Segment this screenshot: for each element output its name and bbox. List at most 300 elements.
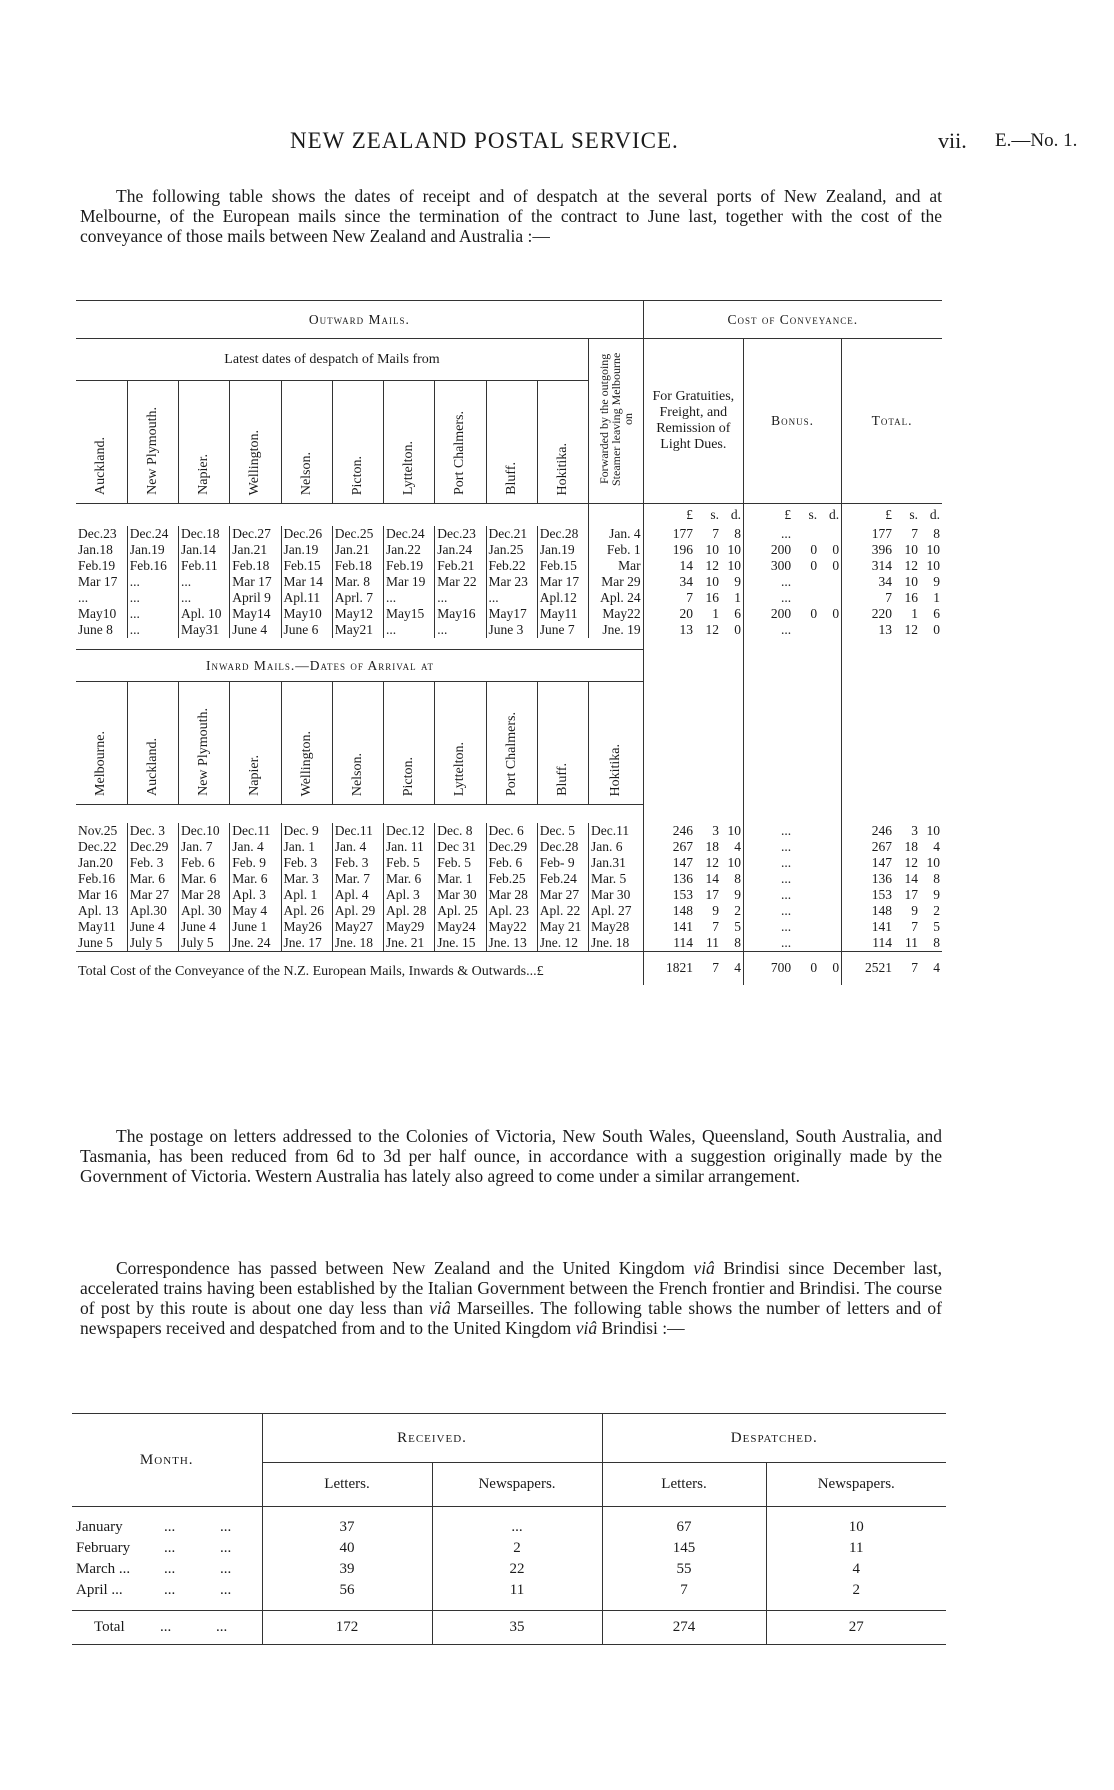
grat-cell-part: 13 bbox=[679, 621, 693, 637]
total-cell-part: 147 bbox=[871, 854, 892, 870]
outward-cell: Jan.19 bbox=[281, 542, 332, 558]
inward-cell: Jne. 18 bbox=[332, 935, 383, 952]
total-cell-part: 9 bbox=[911, 902, 918, 918]
grat-cell bbox=[643, 919, 743, 935]
inward-cell: Jne. 15 bbox=[435, 935, 486, 952]
total-cell-part: 9 bbox=[933, 886, 940, 902]
inward-cell: Apl. 22 bbox=[537, 903, 588, 919]
latest-dates-header: Latest dates of despatch of Mails from bbox=[76, 339, 589, 381]
inward-col-header bbox=[537, 682, 588, 805]
bonus-header-text: Bonus. bbox=[771, 413, 814, 428]
count-cell: 35 bbox=[432, 1611, 602, 1645]
inward-cell: Apl. 23 bbox=[486, 903, 537, 919]
total-cell bbox=[842, 606, 942, 622]
outward-cell: Feb.11 bbox=[179, 558, 230, 574]
grand-total-grat bbox=[643, 951, 743, 985]
grat-cell-part: 18 bbox=[705, 838, 719, 854]
outward-cell: Apl. 24 bbox=[589, 590, 644, 606]
outward-row bbox=[76, 590, 942, 606]
grand-total-label: Total Cost of the Conveyance of the N.Z. European Mails, Inwards & Outwards...£ bbox=[76, 951, 643, 985]
inward-row bbox=[76, 935, 942, 952]
grand-total-grat-part: 7 bbox=[712, 960, 719, 976]
total-cell-part: 10 bbox=[926, 854, 940, 870]
inward-cell: Apl. 27 bbox=[589, 903, 644, 919]
inward-cell: Feb. 3 bbox=[332, 855, 383, 871]
grat-cell bbox=[643, 590, 743, 606]
grat-cell-part: 136 bbox=[672, 870, 693, 886]
outward-row bbox=[76, 558, 942, 574]
total-header bbox=[842, 339, 942, 504]
grat-cell-part: 10 bbox=[727, 822, 741, 838]
count-cell: 27 bbox=[766, 1611, 946, 1645]
total-cell-part: 8 bbox=[933, 934, 940, 950]
outward-cell: Mar 19 bbox=[384, 574, 435, 590]
inward-cell: Feb.16 bbox=[78, 870, 116, 886]
inward-cell: Jan. 4 bbox=[230, 839, 281, 855]
despatched-newspapers-header: Newspapers. bbox=[766, 1463, 946, 1507]
outward-cell: Jan.21 bbox=[230, 542, 281, 558]
outward-cell: Apl.12 bbox=[537, 590, 588, 606]
count-cell: ... bbox=[432, 1517, 602, 1538]
grat-cell-part: 196 bbox=[672, 541, 693, 557]
lsd-header-bonus-part: d. bbox=[829, 506, 840, 522]
spacer-cost bbox=[643, 638, 743, 650]
inward-cell: Apl. 28 bbox=[384, 903, 435, 919]
grat-cell-part: 153 bbox=[672, 886, 693, 902]
month-dots: ... bbox=[164, 1560, 176, 1577]
inward-cell: Apl. 25 bbox=[435, 903, 486, 919]
inward-cell: May29 bbox=[384, 919, 435, 935]
outward-col-header bbox=[127, 381, 178, 504]
inward-row bbox=[76, 887, 942, 903]
outward-col-header bbox=[384, 381, 435, 504]
spacer-cost bbox=[842, 805, 942, 823]
inward-cell: Apl. 30 bbox=[179, 903, 230, 919]
inward-cell: May27 bbox=[332, 919, 383, 935]
total-cell bbox=[842, 526, 942, 542]
inward-cell: July 5 bbox=[179, 935, 230, 952]
grand-total-grat-part: 1821 bbox=[665, 960, 693, 976]
received-header: Received. bbox=[262, 1414, 602, 1463]
inward-row bbox=[76, 855, 942, 871]
month-dots: ... bbox=[220, 1560, 232, 1577]
grat-cell-part: 5 bbox=[734, 918, 741, 934]
bonus-cell-part: ... bbox=[781, 918, 792, 934]
despatched-letters-header: Letters. bbox=[602, 1463, 766, 1507]
inward-cell: Jan. 1 bbox=[281, 839, 332, 855]
total-cell bbox=[842, 839, 942, 855]
grat-cell bbox=[643, 887, 743, 903]
total-cell-part: 8 bbox=[933, 525, 940, 541]
total-cell bbox=[842, 590, 942, 606]
grat-cell-part: 7 bbox=[686, 589, 693, 605]
month-dots: ... bbox=[216, 1619, 228, 1635]
inward-cell: Dec.11 bbox=[589, 823, 644, 839]
outward-cell: Aprl. 7 bbox=[332, 590, 383, 606]
inward-cell: Mar 28 bbox=[486, 887, 537, 903]
outward-cell: Mar 17 bbox=[537, 574, 588, 590]
outward-cell: Dec.27 bbox=[230, 526, 281, 542]
outward-col-header-text: Picton. bbox=[349, 455, 365, 495]
outward-cell: May10 bbox=[78, 605, 117, 621]
grat-cell bbox=[643, 622, 743, 638]
inward-cell: Mar 30 bbox=[589, 887, 644, 903]
month-name: Total bbox=[94, 1619, 125, 1635]
outward-cell: Feb.16 bbox=[127, 558, 178, 574]
bonus-cell bbox=[743, 558, 841, 574]
postage-paragraph: The postage on letters addressed to the Colonies of Victoria, New South Wales, Queensland, South Australia, and Tasmania, has been reduced from 6d to 3d per half ounce, in accordance with a suggestion originally made by the Government of Victoria. Western Australia has lately also agreed to come under a similar arrangement. bbox=[80, 1126, 942, 1186]
count-cell: 56 bbox=[262, 1580, 432, 1601]
outward-cell: Jan.18 bbox=[78, 541, 113, 557]
outward-cell: Feb. 1 bbox=[589, 542, 644, 558]
inward-col-header bbox=[281, 682, 332, 805]
bonus-cell-part: 0 bbox=[810, 557, 818, 573]
inward-cell: Mar 27 bbox=[127, 887, 178, 903]
inward-col-header-text: New Plymouth. bbox=[196, 708, 212, 796]
spacer bbox=[72, 1507, 262, 1517]
total-cell-part: 13 bbox=[878, 621, 892, 637]
inward-cell: May11 bbox=[78, 918, 116, 934]
outward-cell: June 8 bbox=[78, 621, 113, 637]
total-row bbox=[72, 1611, 946, 1645]
bonus-cell-part: 300 bbox=[770, 557, 792, 573]
inward-cell: Apl. 4 bbox=[332, 887, 383, 903]
outward-row bbox=[76, 542, 942, 558]
grat-cell bbox=[643, 935, 743, 952]
bonus-cell bbox=[743, 590, 841, 606]
bonus-cell bbox=[743, 887, 841, 903]
intro-paragraph: The following table shows the dates of receipt and of despatch at the several ports of New Zealand, and at Melbourne, of the European mails since the termination of the contract to June last, together with the cost of the conveyance of those mails between New Zealand and Australia :— bbox=[80, 186, 942, 246]
month-cell bbox=[72, 1559, 262, 1580]
inward-cell: Jan. 6 bbox=[589, 839, 644, 855]
gratuities-header: For Gratuities, Freight, and Remission of Light Dues. bbox=[643, 339, 743, 504]
inward-col-header bbox=[435, 682, 486, 805]
inward-cell: Dec. 3 bbox=[127, 823, 178, 839]
count-cell: 22 bbox=[432, 1559, 602, 1580]
bonus-cell bbox=[743, 622, 841, 638]
outward-cell: Jan.19 bbox=[537, 542, 588, 558]
count-cell: 4 bbox=[766, 1559, 946, 1580]
total-cell-part: 11 bbox=[905, 934, 918, 950]
total-cell-part: 34 bbox=[878, 573, 892, 589]
total-cell-part: 16 bbox=[904, 589, 918, 605]
inward-cell: Jan. 7 bbox=[179, 839, 230, 855]
outward-col-header bbox=[332, 381, 383, 504]
total-cell bbox=[842, 855, 942, 871]
month-dots: ... bbox=[164, 1518, 176, 1535]
month-dots: ... bbox=[160, 1619, 172, 1635]
grat-cell-part: 11 bbox=[705, 934, 719, 950]
grat-cell-part: 148 bbox=[672, 902, 693, 918]
cost-title-text: Cost of Conveyance. bbox=[727, 311, 859, 327]
total-cell-part: 8 bbox=[933, 870, 940, 886]
total-cell-part: 267 bbox=[871, 838, 892, 854]
inward-cell: Jan. 11 bbox=[384, 839, 435, 855]
inward-cell: Feb. 5 bbox=[384, 855, 435, 871]
outward-col-header-text: Auckland. bbox=[93, 437, 109, 495]
outward-col-header-text: New Plymouth. bbox=[144, 407, 160, 495]
inward-cell: Jne. 21 bbox=[384, 935, 435, 952]
bonus-cell bbox=[743, 574, 841, 590]
inward-cell: June 4 bbox=[179, 919, 230, 935]
inward-cell: Mar. 6 bbox=[127, 871, 178, 887]
total-cell bbox=[842, 903, 942, 919]
count-cell: 7 bbox=[602, 1580, 766, 1601]
month-cell bbox=[72, 1538, 262, 1559]
forwarded-header-text: Forwarded by the outgoing Steamer leaving Melbourne on bbox=[596, 352, 635, 486]
outward-cell: June 6 bbox=[281, 622, 332, 638]
total-cell bbox=[842, 935, 942, 952]
total-cell-part: 10 bbox=[904, 573, 918, 589]
inward-cell: Mar. 1 bbox=[435, 871, 486, 887]
inward-cell: Dec. 6 bbox=[486, 823, 537, 839]
total-cell-part: 4 bbox=[933, 838, 940, 854]
bonus-cell-part: ... bbox=[781, 525, 792, 541]
grat-cell-part: 7 bbox=[712, 918, 719, 934]
bonus-header bbox=[743, 339, 841, 504]
total-cell-part: 18 bbox=[904, 838, 918, 854]
outward-row bbox=[76, 622, 942, 638]
inward-row bbox=[76, 839, 942, 855]
total-cell-part: 1 bbox=[911, 605, 918, 621]
grat-cell-part: 10 bbox=[705, 573, 719, 589]
inward-cell: June 4 bbox=[127, 919, 178, 935]
inward-cell: Dec 31 bbox=[435, 839, 486, 855]
spacer-cost bbox=[743, 805, 841, 823]
bonus-cell bbox=[743, 903, 841, 919]
total-cell bbox=[842, 823, 942, 839]
inward-cell: Jne. 24 bbox=[230, 935, 281, 952]
month-name: March ... bbox=[76, 1560, 131, 1577]
inward-cell: Jan. 4 bbox=[332, 839, 383, 855]
total-cell-part: 153 bbox=[871, 886, 892, 902]
total-cell-part: 396 bbox=[871, 541, 892, 557]
bonus-cell-part: 0 bbox=[832, 605, 840, 621]
total-cell-part: 14 bbox=[904, 870, 918, 886]
inward-cell: June 1 bbox=[230, 919, 281, 935]
outward-cell: Mar 17 bbox=[230, 574, 281, 590]
inward-cell: Dec. 5 bbox=[537, 823, 588, 839]
outward-cell: June 3 bbox=[486, 622, 537, 638]
inward-col-header-text: Napier. bbox=[247, 755, 263, 796]
month-row bbox=[72, 1538, 946, 1559]
inward-col-header bbox=[384, 682, 435, 805]
inward-cell: Jne. 12 bbox=[537, 935, 588, 952]
inward-col-header-text: Hokitika. bbox=[607, 743, 623, 796]
inward-cell: Feb.24 bbox=[537, 871, 588, 887]
outward-cell: Jan.24 bbox=[435, 542, 486, 558]
spacer-cost bbox=[743, 650, 841, 682]
total-cell-part: 7 bbox=[911, 918, 918, 934]
outward-cell: Mar 17 bbox=[78, 573, 118, 589]
spacer-cost bbox=[643, 650, 743, 682]
outward-cell: Mar 14 bbox=[281, 574, 332, 590]
outward-cell: Dec.24 bbox=[127, 526, 178, 542]
outward-cell: ... bbox=[127, 574, 178, 590]
bonus-cell-part: ... bbox=[781, 934, 792, 950]
total-cell bbox=[842, 919, 942, 935]
outward-cell: ... bbox=[127, 606, 178, 622]
bonus-cell bbox=[743, 839, 841, 855]
bonus-cell-part: 200 bbox=[770, 541, 792, 557]
inward-col-header-text: Melbourne. bbox=[93, 731, 109, 796]
grat-cell-part: 8 bbox=[734, 525, 741, 541]
inward-cell: Mar 16 bbox=[78, 886, 118, 902]
outward-cell: Feb.19 bbox=[78, 557, 116, 573]
grand-total-total-part: 7 bbox=[911, 960, 918, 976]
month-dots: ... bbox=[220, 1581, 232, 1598]
lsd-header-grat bbox=[643, 504, 743, 526]
total-cell-part: 10 bbox=[926, 557, 940, 573]
lsd-spacer-fwd bbox=[589, 504, 644, 526]
grand-total-grat-part: 4 bbox=[734, 960, 741, 976]
inward-cell: Jne. 18 bbox=[589, 935, 644, 952]
lsd-header-total bbox=[842, 504, 942, 526]
bonus-cell-part: ... bbox=[781, 822, 792, 838]
inward-cell: Dec. 8 bbox=[435, 823, 486, 839]
outward-cell: June 4 bbox=[230, 622, 281, 638]
grat-cell-part: 4 bbox=[734, 838, 741, 854]
count-cell: 10 bbox=[766, 1517, 946, 1538]
grat-cell-part: 177 bbox=[672, 525, 693, 541]
total-cell-part: 7 bbox=[911, 525, 918, 541]
inward-cell: Apl.30 bbox=[127, 903, 178, 919]
outward-cell: May17 bbox=[486, 606, 537, 622]
outward-cell: Apl. 10 bbox=[179, 606, 230, 622]
despatched-header: Despatched. bbox=[602, 1414, 946, 1463]
received-newspapers-header: Newspapers. bbox=[432, 1463, 602, 1507]
outward-cell: Dec.21 bbox=[486, 526, 537, 542]
bonus-cell bbox=[743, 935, 841, 952]
total-cell-part: 177 bbox=[871, 525, 892, 541]
total-cell-part: 10 bbox=[926, 541, 940, 557]
inward-row bbox=[76, 903, 942, 919]
bonus-cell bbox=[743, 919, 841, 935]
bonus-cell bbox=[743, 526, 841, 542]
outward-cell: May16 bbox=[435, 606, 486, 622]
inward-col-header-text: Port Chalmers. bbox=[503, 712, 519, 796]
month-dots: ... bbox=[220, 1539, 232, 1556]
total-cell-part: 12 bbox=[904, 621, 918, 637]
forwarded-header bbox=[589, 339, 644, 504]
grat-cell-part: 10 bbox=[705, 541, 719, 557]
bonus-cell-part: ... bbox=[781, 573, 792, 589]
grat-cell-part: 3 bbox=[712, 822, 719, 838]
outward-cell: Feb.18 bbox=[230, 558, 281, 574]
spacer bbox=[72, 1601, 262, 1611]
count-cell: 67 bbox=[602, 1517, 766, 1538]
inward-cell: Feb- 9 bbox=[537, 855, 588, 871]
total-cell-part: 5 bbox=[933, 918, 940, 934]
inward-row bbox=[76, 871, 942, 887]
outward-col-header-text: Napier. bbox=[196, 454, 212, 495]
inward-cell: May 21 bbox=[537, 919, 588, 935]
total-cell-part: 10 bbox=[904, 541, 918, 557]
bonus-cell-part: 0 bbox=[832, 541, 840, 557]
inward-cell: Dec. 9 bbox=[281, 823, 332, 839]
inward-cell: Dec.12 bbox=[384, 823, 435, 839]
outward-cell: ... bbox=[435, 622, 486, 638]
outward-col-header-text: Hokitika. bbox=[554, 442, 570, 495]
outward-cell: ... bbox=[435, 590, 486, 606]
grat-cell-part: 8 bbox=[734, 934, 741, 950]
total-cell-part: 9 bbox=[933, 573, 940, 589]
grat-cell-part: 2 bbox=[734, 902, 741, 918]
outward-col-header-text: Wellington. bbox=[247, 429, 263, 495]
inward-cell: Nov.25 bbox=[78, 822, 118, 838]
outward-cell: May15 bbox=[384, 606, 435, 622]
page-title: NEW ZEALAND POSTAL SERVICE. bbox=[290, 128, 679, 153]
bonus-cell bbox=[743, 871, 841, 887]
grat-cell-part: 10 bbox=[727, 557, 741, 573]
inward-col-header-text: Wellington. bbox=[298, 730, 314, 796]
grat-cell bbox=[643, 606, 743, 622]
inward-cell: Mar 30 bbox=[435, 887, 486, 903]
grat-cell-part: 1 bbox=[712, 605, 719, 621]
outward-col-header bbox=[179, 381, 230, 504]
grat-cell bbox=[643, 871, 743, 887]
outward-col-header bbox=[230, 381, 281, 504]
count-cell: 40 bbox=[262, 1538, 432, 1559]
grat-cell-part: 7 bbox=[712, 525, 719, 541]
total-cell-part: 3 bbox=[911, 822, 918, 838]
inward-cell: Jne. 13 bbox=[486, 935, 537, 952]
inward-cell: May 4 bbox=[230, 903, 281, 919]
count-cell: 11 bbox=[766, 1538, 946, 1559]
spacer-cost bbox=[743, 638, 841, 650]
outward-cell: Mar. 8 bbox=[332, 574, 383, 590]
total-cell-part: 12 bbox=[904, 557, 918, 573]
spacer-cost bbox=[643, 805, 743, 823]
grat-cell-part: 12 bbox=[705, 854, 719, 870]
outward-cell: Dec.23 bbox=[435, 526, 486, 542]
total-cell-part: 17 bbox=[904, 886, 918, 902]
outward-cell: Dec.24 bbox=[384, 526, 435, 542]
outward-cell: Dec.23 bbox=[78, 525, 117, 541]
outward-cell: ... bbox=[486, 590, 537, 606]
lsd-header-total-part: d. bbox=[929, 506, 940, 522]
outward-col-header-text: Lyttelton. bbox=[401, 440, 417, 495]
lsd-header-grat-part: £ bbox=[686, 506, 693, 522]
outward-row bbox=[76, 574, 942, 590]
spacer bbox=[602, 1507, 766, 1517]
inward-cell: Dec.29 bbox=[127, 839, 178, 855]
document-reference: E.—No. 1. bbox=[995, 130, 1078, 151]
grat-cell bbox=[643, 558, 743, 574]
total-cell-part: 1 bbox=[933, 589, 940, 605]
bonus-cell-part: ... bbox=[781, 854, 792, 870]
total-cell bbox=[842, 871, 942, 887]
inward-cell: May24 bbox=[435, 919, 486, 935]
bonus-cell-part: ... bbox=[781, 902, 792, 918]
outward-cell: Feb.18 bbox=[332, 558, 383, 574]
bonus-cell-part: ... bbox=[781, 870, 792, 886]
spacer-cost bbox=[743, 682, 841, 805]
total-cell bbox=[842, 622, 942, 638]
outward-cell: May12 bbox=[332, 606, 383, 622]
inward-col-header bbox=[179, 682, 230, 805]
bonus-cell-part: ... bbox=[781, 589, 792, 605]
count-cell: 2 bbox=[766, 1580, 946, 1601]
inward-cell: Feb. 9 bbox=[230, 855, 281, 871]
grat-cell-part: 6 bbox=[734, 605, 741, 621]
total-cell-part: 141 bbox=[871, 918, 892, 934]
outward-cell: Dec.25 bbox=[332, 526, 383, 542]
outward-cell: Feb.19 bbox=[384, 558, 435, 574]
brindisi-paragraph: Correspondence has passed between New Zealand and the United Kingdom viâ Brindisi since December last, accelerated trains having been established by the Italian Government between the French frontier and Brindisi. The course of post by this route is about one day less than viâ Marseilles. The following table shows the number of letters and of newspapers received and despatched from and to the United Kingdom viâ Brindisi :— bbox=[80, 1258, 942, 1338]
outward-col-header bbox=[486, 381, 537, 504]
spacer bbox=[76, 638, 643, 650]
